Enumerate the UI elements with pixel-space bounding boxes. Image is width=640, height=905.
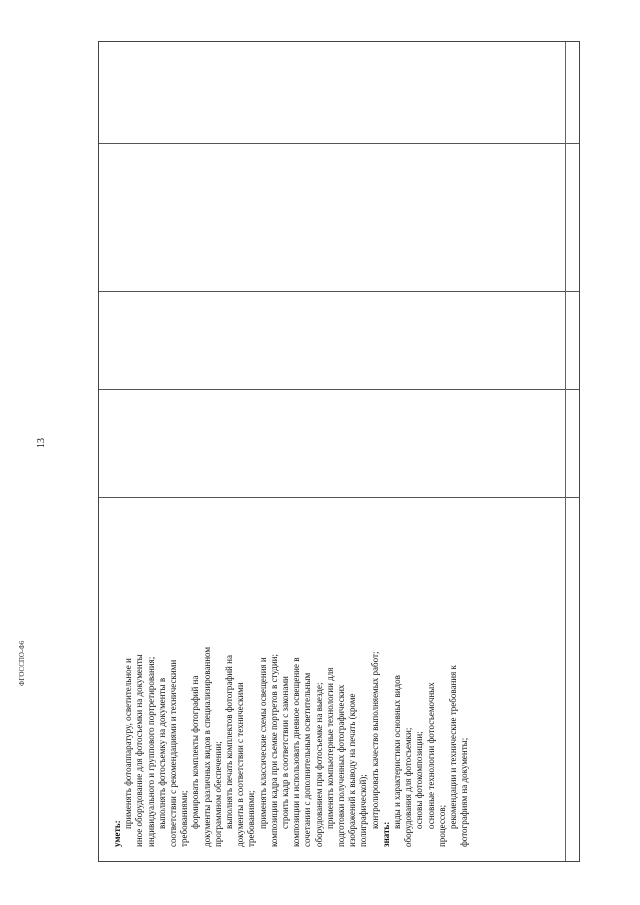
text-line: подготовки полученных фотографических: [336, 684, 347, 847]
text-line: применять фотоаппаратуру, осветительное и: [123, 658, 134, 829]
text-line: выполнять печать комплектов фотографий на: [224, 655, 235, 829]
text-line: применять классические схемы освещения и: [257, 657, 268, 829]
text-line: фотографиям на документы;: [459, 737, 470, 847]
umet-heading: уметь:: [112, 820, 122, 847]
competency-table: [98, 41, 580, 862]
text-line: программном обеспечении;: [212, 741, 223, 847]
znat-heading: знать:: [380, 821, 391, 847]
text-line: индивидуального и группового портретирования;: [145, 656, 156, 847]
text-line: композиции и использовать дневное освещение в: [291, 657, 302, 847]
text-line: контролировать качество выполняемых работ;: [369, 651, 380, 829]
text-line: полиграфической);: [358, 774, 369, 847]
row-divider-2: [99, 291, 579, 292]
text-line: формировать комплекты фотографий на: [190, 675, 201, 829]
text-line: сочетании с дополнительным осветительным: [302, 672, 313, 847]
row-divider-3: [99, 389, 579, 390]
text-line: процессов;: [436, 804, 447, 847]
text-line: оборудованием при фотосъемке на выезде;: [313, 682, 324, 847]
text-line: выполнять фотосъемку на документы в: [156, 677, 167, 829]
text-line: применять компьютерные технологии для: [324, 667, 335, 829]
text-line: основы фотокомпозиции;: [414, 731, 425, 829]
text-line: рекомендации и технические требования к: [448, 665, 459, 829]
footer-code: ФГОССПО-Ф6: [18, 640, 26, 686]
text-line: требованиями;: [246, 790, 257, 847]
text-line: документы различных видов в специализированном: [201, 646, 212, 847]
skills-knowledge-cell: [108, 498, 568, 853]
text-line: виды и характеристики основных видов: [392, 675, 403, 829]
text-line: требованиями;: [179, 790, 190, 847]
text-line: основные технологии фотосъемочных: [425, 682, 436, 829]
text-line: композиции кадра при съемке портретов в студии;: [268, 654, 279, 847]
row-divider-1: [99, 143, 579, 144]
text-line: изображений к выводу на печать (кроме: [347, 693, 358, 847]
text-line: документы в соответствии с техническими: [235, 682, 246, 847]
text-line: соответствии с рекомендациями и техническими: [168, 659, 179, 847]
text-line: строить кадр в соответствии с законами: [280, 676, 291, 829]
text-line: иное оборудование для фотосъемки на документы: [134, 654, 145, 847]
page-number: 13: [36, 438, 47, 448]
text-line: оборудования для фотосъемки;: [403, 727, 414, 847]
